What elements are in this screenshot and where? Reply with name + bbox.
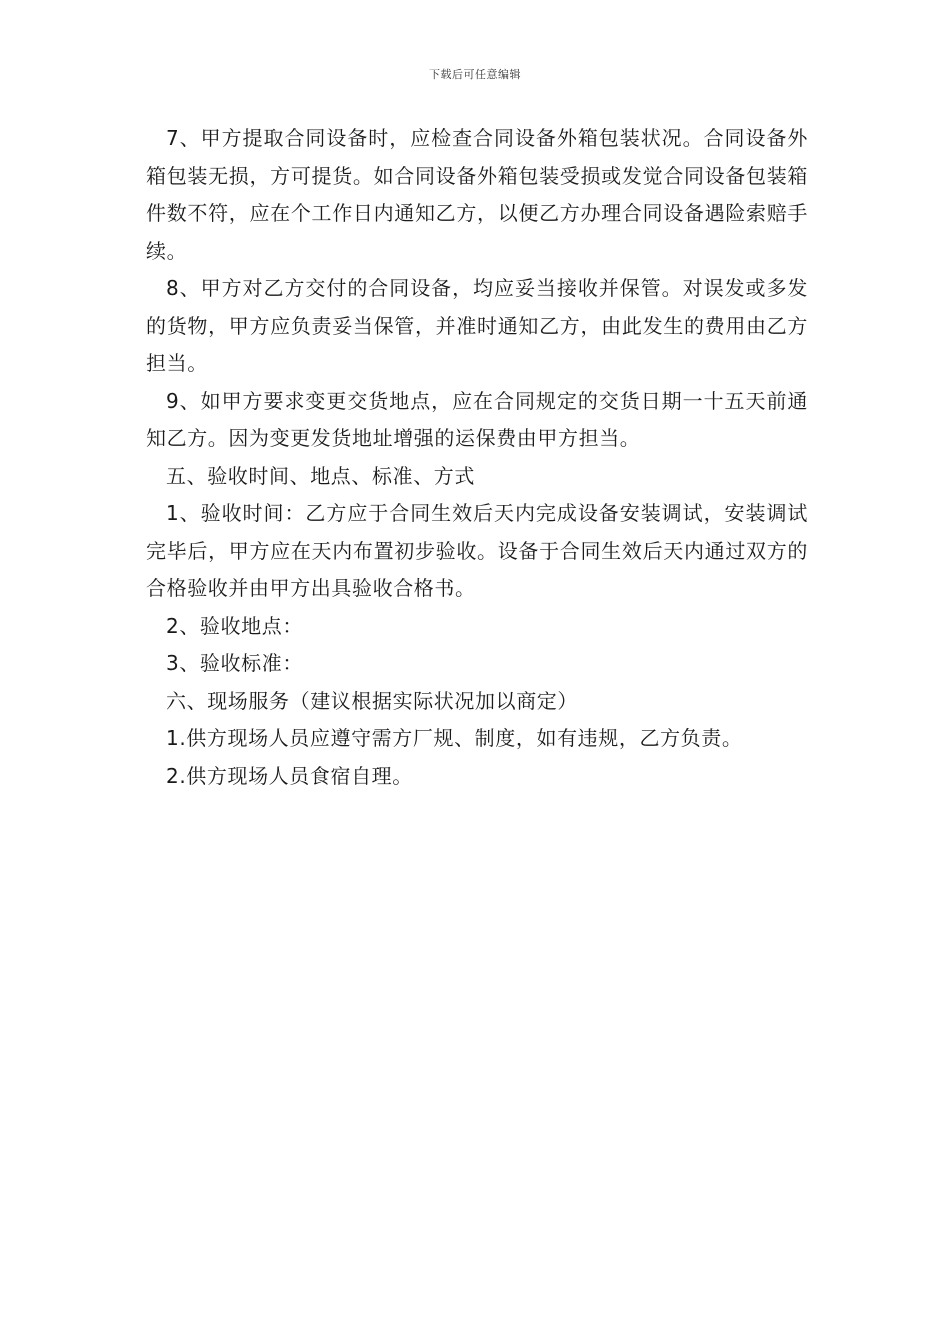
paragraph-item-8: 8、甲方对乙方交付的合同设备，均应妥当接收并保管。对误发或多发的货物，甲方应负责妥当保管，并准时通知乙方，由此发生的费用由乙方担当。 <box>146 276 808 375</box>
section-heading-acceptance: 五、验收时间、地点、标准、方式 <box>166 463 475 488</box>
paragraph-acceptance-location: 2、验收地点： <box>166 613 303 638</box>
document-body <box>146 120 808 795</box>
paragraph-onsite-lodging: 2.供方现场人员食宿自理。 <box>166 763 413 788</box>
section-heading-onsite-service: 六、现场服务（建议根据实际状况加以商定） <box>166 688 578 713</box>
paragraph-onsite-rules: 1.供方现场人员应遵守需方厂规、制度，如有违规，乙方负责。 <box>166 726 743 750</box>
header-note: 下载后可任意编辑 <box>429 68 521 81</box>
paragraph-item-9: 9、如甲方要求变更交货地点，应在合同规定的交货日期一十五天前通知乙方。因为变更发货地址增强的运保费由甲方担当。 <box>146 388 808 450</box>
paragraph-item-7: 7、甲方提取合同设备时，应检查合同设备外箱包装状况。合同设备外箱包装无损，方可提货。如合同设备外箱包装受损或发觉合同设备包装箱件数不符，应在个工作日内通知乙方，以便乙方办理合同设备遇险索赔手续。 <box>146 126 808 263</box>
paragraph-acceptance-standard: 3、验收标准： <box>166 651 303 675</box>
paragraph-acceptance-time: 1、验收时间：乙方应于合同生效后天内完成设备安装调试，安装调试完毕后，甲方应在天内布置初步验收。设备于合同生效后天内通过双方的合格验收并由甲方出具验收合格书。 <box>146 501 808 600</box>
